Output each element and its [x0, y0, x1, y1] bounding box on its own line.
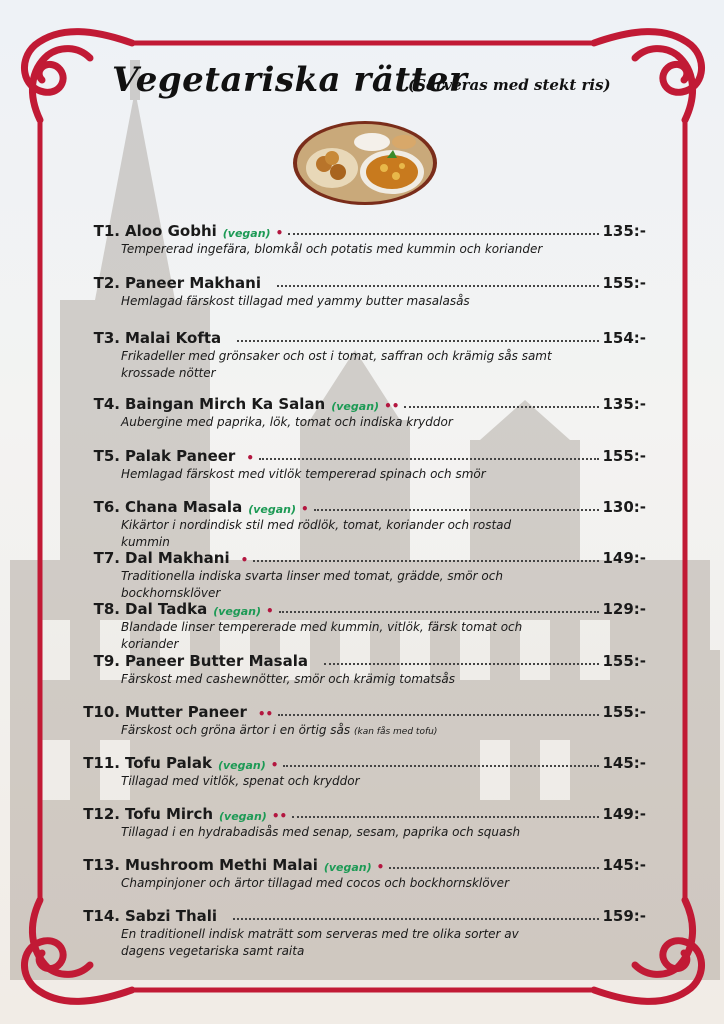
item-price: 145:-: [602, 856, 646, 874]
vegan-label: (vegan): [219, 810, 267, 823]
item-description: Hemlagad färskost tillagad med yammy butter masalasås: [121, 294, 470, 308]
item-price: 155:-: [602, 274, 646, 292]
item-description: Frikadeller med grönsaker och ost i tomat, saffran och krämig sås samt krossade nötter: [121, 349, 552, 380]
item-name: Dal Makhani: [125, 549, 230, 567]
spice-indicator: •: [270, 758, 279, 772]
item-name: Paneer Makhani: [125, 274, 262, 292]
dot-leader: [278, 713, 599, 716]
menu-item: [80, 750, 646, 790]
vegan-label: (vegan): [323, 861, 372, 874]
item-name: Mutter Paneer: [125, 703, 247, 721]
page-title: Vegetariska rätter: [112, 60, 468, 100]
food-photo: [292, 120, 438, 206]
item-description: Traditionella indiska svarta linser med tomat, grädde, smör och bockhornsklöver: [121, 569, 503, 600]
item-price: 155:-: [602, 447, 646, 465]
vegan-label: (vegan): [217, 759, 266, 772]
item-description: Tillagad med vitlök, spenat och kryddor: [121, 774, 360, 788]
item-price: 159:-: [602, 907, 646, 925]
item-name: Paneer Butter Masala: [125, 652, 308, 670]
menu-item: [80, 443, 646, 483]
item-code: T6.: [93, 498, 120, 516]
item-description: Blandade linser tempererade med kummin, vitlök, färsk tomat och koriander: [121, 620, 523, 651]
item-price: 130:-: [602, 498, 646, 516]
item-price: 145:-: [602, 754, 646, 772]
vegan-label: (vegan): [213, 605, 262, 618]
item-note: (kan fås med tofu): [354, 727, 438, 737]
item-name: Palak Paneer: [125, 447, 236, 465]
item-description: [121, 722, 561, 741]
item-name: Mushroom Methi Malai: [125, 856, 318, 874]
menu-item: [80, 903, 646, 960]
dot-leader: [324, 662, 599, 665]
dot-leader: [237, 339, 599, 342]
dot-leader: [314, 508, 600, 511]
item-code: T4.: [93, 395, 120, 413]
dot-leader: [259, 457, 599, 460]
spice-indicator: •: [266, 604, 274, 618]
item-code: T5.: [93, 447, 120, 465]
item-description: Aubergine med paprika, lök, tomat och indiska kryddor: [121, 415, 453, 429]
spice-indicator: ••: [384, 399, 400, 413]
spice-indicator: •: [301, 502, 309, 516]
menu-item: [80, 596, 646, 653]
item-description: Champinjoner och ärtor tillagad med cocos och bockhornsklöver: [121, 876, 509, 890]
menu-item: [80, 699, 646, 741]
dot-leader: [288, 232, 599, 235]
item-description-text: Färskost och gröna ärtor i en örtig sås: [121, 723, 351, 737]
dot-leader: [292, 815, 599, 818]
item-name: Sabzi Thali: [125, 907, 218, 925]
spice-indicator: ••: [271, 809, 288, 823]
item-description: Färskost med cashewnötter, smör och krämig tomatsås: [121, 672, 455, 686]
item-code: T2.: [93, 274, 120, 292]
spice-indicator: ••: [257, 707, 274, 721]
menu-item: [80, 852, 646, 892]
menu-item: [80, 391, 646, 431]
vegan-label: (vegan): [222, 227, 271, 240]
item-code: T11.: [83, 754, 120, 772]
menu-item: [80, 801, 646, 841]
item-code: T14.: [83, 907, 120, 925]
item-name: Malai Kofta: [125, 329, 222, 347]
item-price: 135:-: [602, 395, 646, 413]
dot-leader: [283, 764, 599, 767]
menu-item: [80, 325, 646, 382]
page-subtitle: (Serveras med stekt ris): [408, 76, 611, 94]
vegan-label: (vegan): [248, 503, 297, 516]
item-code: T12.: [83, 805, 120, 823]
menu-item: [80, 494, 646, 551]
item-price: 149:-: [602, 805, 646, 823]
item-description: En traditionell indisk maträtt som serveras med tre olika sorter av dagens vegetariska samt raita: [121, 927, 519, 958]
spice-indicator: •: [240, 553, 249, 567]
menu-item: [80, 270, 646, 310]
item-price: 129:-: [602, 600, 646, 618]
menu-item: [80, 218, 646, 258]
item-description: Tillagad i en hydrabadisås med senap, sesam, paprika och squash: [121, 825, 521, 839]
dot-leader: [404, 405, 599, 408]
item-price: 155:-: [602, 652, 646, 670]
menu-item: [80, 545, 646, 602]
item-name: Aloo Gobhi: [125, 222, 217, 240]
item-code: T9.: [93, 652, 120, 670]
item-code: T1.: [93, 222, 120, 240]
item-code: T3.: [93, 329, 120, 347]
menu-item: [80, 648, 646, 688]
item-price: 155:-: [602, 703, 646, 721]
item-code: T10.: [83, 703, 120, 721]
item-name: Dal Tadka: [125, 600, 208, 618]
item-description: Tempererad ingefära, blomkål och potatis med kummin och koriander: [121, 242, 543, 256]
dot-leader: [279, 610, 600, 613]
item-code: T8.: [93, 600, 120, 618]
item-name: Tofu Mirch: [125, 805, 214, 823]
menu-header: [112, 60, 632, 110]
vegan-label: (vegan): [331, 400, 380, 413]
spice-indicator: •: [275, 226, 284, 240]
item-price: 154:-: [602, 329, 646, 347]
item-code: T13.: [83, 856, 120, 874]
item-code: T7.: [93, 549, 120, 567]
dot-leader: [389, 866, 599, 869]
item-price: 135:-: [602, 222, 646, 240]
item-description: Kikärtor i nordindisk stil med rödlök, tomat, koriander och rostad kummin: [121, 518, 512, 549]
item-name: Tofu Palak: [125, 754, 212, 772]
spice-indicator: •: [246, 451, 254, 465]
dot-leader: [277, 284, 599, 287]
item-price: 149:-: [602, 549, 646, 567]
item-name: Chana Masala: [125, 498, 243, 516]
dot-leader: [253, 559, 599, 562]
item-name: Baingan Mirch Ka Salan: [125, 395, 326, 413]
item-description: Hemlagad färskost med vitlök tempererad spinach och smör: [121, 467, 486, 481]
spice-indicator: •: [376, 860, 385, 874]
dot-leader: [233, 917, 599, 920]
